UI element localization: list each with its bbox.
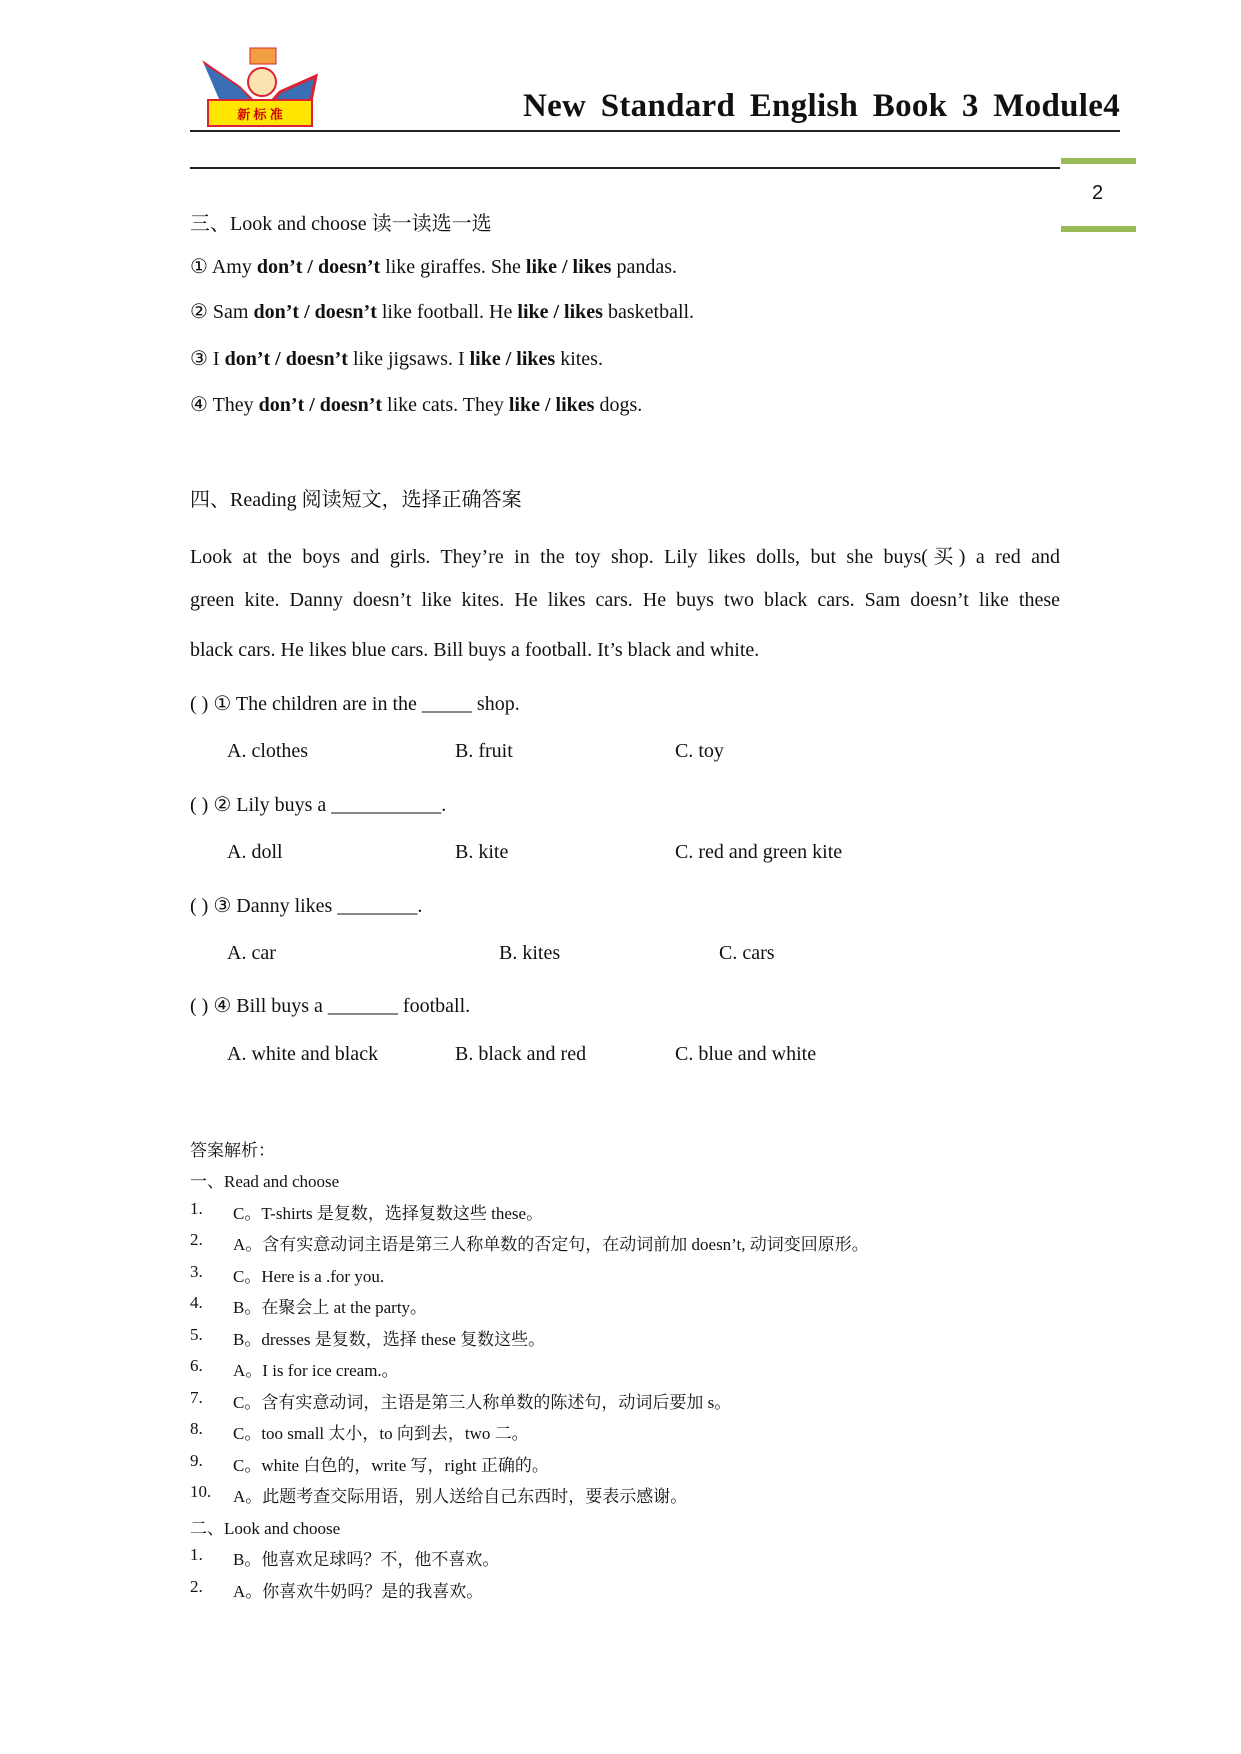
logo (200, 46, 320, 128)
answer-number: 9. (190, 1450, 203, 1470)
passage-line: Look at the boys and girls. They’re in the toy shop. Lily likes dolls, but she buys(买) a red and (190, 546, 1060, 568)
choice-item (190, 254, 677, 279)
question-text: ( ) ① The children are in the _____ shop. (190, 693, 520, 715)
passage-line: green kite. Danny doesn’t like kites. He likes cars. He buys two black cars. Sam doesn’t like these (190, 589, 1060, 611)
logo-text: 新 标 准 (237, 107, 283, 122)
answer-option[interactable]: A. doll (227, 841, 283, 863)
question-text: ( ) ④ Bill buys a _______ football. (190, 995, 471, 1017)
passage-line: black cars. He likes blue cars. Bill buys a football. It’s black and white. (190, 639, 760, 661)
question-text: ( ) ③ Danny likes ________. (190, 895, 423, 917)
answer-option[interactable]: A. white and black (227, 1043, 379, 1065)
sentence-text: ② Sam (190, 301, 254, 323)
answer-number: 10. (190, 1482, 212, 1501)
answer-option[interactable]: B. kite (455, 841, 509, 863)
sentence-text: ① Amy (190, 256, 257, 278)
answer-option[interactable]: C. toy (675, 740, 724, 762)
answer-number: 4. (190, 1293, 203, 1312)
sentence-text: ④ They (190, 394, 259, 416)
answer-number: 1. (190, 1545, 203, 1564)
answer-explanation: A。此题考查交际用语，别人送给自己东西时，要表示感谢。 (233, 1487, 688, 1506)
answer-explanation: B。在聚会上 at the party。 (233, 1298, 428, 1317)
answer-number: 2. (190, 1576, 203, 1596)
choice-options[interactable]: like / likes (517, 301, 603, 323)
sentence-text: ③ I (190, 348, 225, 370)
section3-heading: 三、Look and choose 读一读选一选 (190, 213, 492, 235)
answer-explanation: C。Here is a .for you. (233, 1266, 385, 1286)
answer-option[interactable]: C. red and green kite (675, 841, 843, 863)
sentence-text: like giraffes. She (380, 256, 526, 278)
answer-explanation: C。T-shirts 是复数，选择复数这些 these。 (233, 1203, 544, 1223)
sentence-text: like football. He (376, 301, 518, 323)
answer-number: 3. (190, 1261, 203, 1281)
choice-item (190, 346, 603, 371)
choice-item (190, 299, 694, 324)
choice-options[interactable]: like / likes (469, 348, 556, 370)
answer-option[interactable]: B. black and red (455, 1043, 587, 1065)
choice-options[interactable]: don’t / doesn’t (253, 301, 377, 323)
question-text: ( ) ② Lily buys a ___________. (190, 794, 447, 816)
answer-number: 7. (190, 1387, 203, 1407)
choice-options[interactable]: like / likes (525, 256, 612, 278)
choice-options[interactable]: don’t / doesn’t (258, 394, 383, 416)
answer-option[interactable]: A. car (227, 942, 276, 964)
page-number: 2 (1092, 182, 1104, 204)
answer-option[interactable]: B. kites (499, 942, 561, 964)
choice-options[interactable]: like / likes (508, 394, 595, 416)
header-rule-2 (190, 167, 1060, 169)
answer-explanation: B。dresses 是复数，选择 these 复数这些。 (233, 1329, 546, 1349)
document-title: New Standard English Book 3 Module4 (522, 88, 1120, 124)
answers-heading: 答案解析： (190, 1141, 275, 1160)
answer-explanation: B。他喜欢足球吗？不，他不喜欢。 (233, 1550, 500, 1569)
choice-item (190, 392, 642, 417)
answer-subheading: 一、Read and choose (190, 1172, 340, 1191)
header-rule (190, 130, 1120, 132)
sentence-text: kites. (555, 348, 603, 370)
section4-heading: 四、Reading 阅读短文，选择正确答案 (190, 489, 522, 511)
answer-subheading: 二、Look and choose (190, 1518, 341, 1538)
sentence-text: dogs. (594, 394, 643, 416)
sentence-text: pandas. (611, 256, 678, 278)
answer-explanation: A。你喜欢牛奶吗？是的我喜欢。 (233, 1581, 484, 1601)
answer-number: 1. (190, 1198, 203, 1218)
answer-number: 2. (190, 1230, 203, 1249)
sentence-text: basketball. (602, 301, 695, 323)
sentence-text: like jigsaws. I (347, 348, 470, 370)
answer-explanation: C。含有实意动词，主语是第三人称单数的陈述句，动词后要加 s。 (233, 1392, 732, 1412)
answer-option[interactable]: A. clothes (227, 740, 309, 762)
answer-option[interactable]: C. cars (719, 942, 775, 964)
page-number-bar-top (1061, 158, 1136, 164)
choice-options[interactable]: don’t / doesn’t (224, 348, 348, 370)
answer-option[interactable]: C. blue and white (675, 1043, 817, 1065)
answer-number: 5. (190, 1324, 203, 1344)
answer-number: 8. (190, 1419, 203, 1438)
answer-explanation: A。I is for ice cream.。 (233, 1361, 399, 1380)
answer-explanation: C。white 白色的，write 写，right 正确的。 (233, 1455, 549, 1475)
choice-options[interactable]: don’t / doesn’t (256, 256, 381, 278)
sentence-text: like cats. They (382, 394, 509, 416)
answer-number: 6. (190, 1356, 203, 1375)
page-number-bar-bottom (1061, 226, 1136, 232)
answer-explanation: A。含有实意动词主语是第三人称单数的否定句，在动词前加 doesn’t, 动词变回原形。 (233, 1235, 869, 1254)
answer-explanation: C。too small 太小，to 向到去，two 二。 (233, 1424, 529, 1443)
answer-option[interactable]: B. fruit (455, 740, 513, 762)
